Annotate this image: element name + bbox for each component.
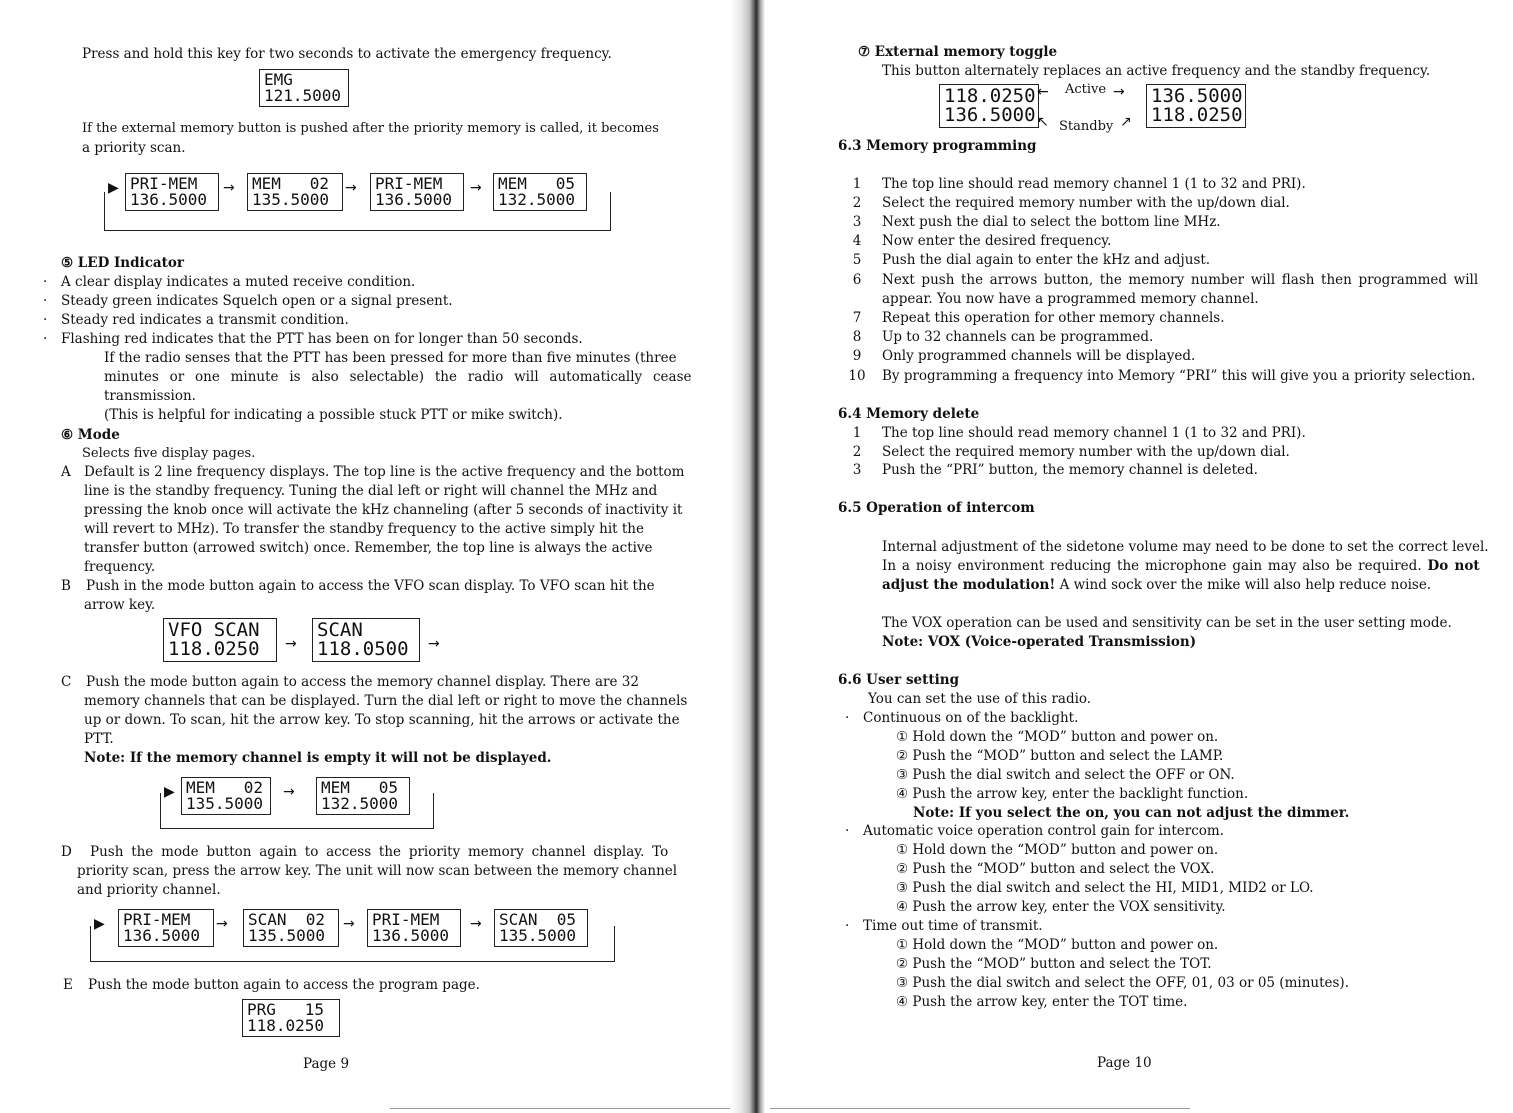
lcd-display: PRI-MEM 136.5000 (370, 173, 464, 211)
led-item: Steady green indicates Squelch open or a signal present. (61, 293, 453, 309)
list-item: 1 The top line should read memory channel 1 (1 to 32 and PRI). (852, 176, 1306, 192)
led-heading: ⑤ LED Indicator (61, 255, 185, 271)
emg-lcd: EMG 121.5000 (259, 69, 349, 107)
setting-step: ③ Push the dial switch and select the OFF, 01, 03 or 05 (minutes). (896, 975, 1349, 991)
item-letter: B (61, 578, 71, 594)
list-item: 2 Select the required memory number with the up/down dial. (852, 195, 1290, 211)
setting-step: ② Push the “MOD” button and select the TOT. (896, 956, 1212, 972)
mode-a-line: transfer button (arrowed switch) once. Remember, the top line is always the active (84, 540, 653, 556)
arrow-icon: ▶ (164, 784, 175, 800)
page-number: Page 9 (303, 1056, 350, 1072)
lcd-display: PRI-MEM 136.5000 (118, 909, 214, 947)
arrow-right-icon: → (470, 916, 482, 932)
page-edge (390, 1108, 730, 1109)
mode-d-line: Push the mode button again to access the priority memory channel display. To (90, 844, 669, 860)
mode-subtitle: Selects five display pages. (82, 446, 256, 461)
page-number: Page 10 (1097, 1055, 1152, 1071)
toggle-lcd-left: 118.0250 136.5000 (939, 84, 1039, 128)
setting-step: ① Hold down the “MOD” button and power on. (896, 842, 1219, 858)
program-lcd: PRG 15 118.0250 (242, 999, 340, 1037)
list-item: 6 Next push the arrows button, the memory number will flash then programmed will (852, 272, 1479, 288)
led-note: minutes or one minute is also selectable) the radio will automatically cease (104, 369, 692, 385)
mode-a-line: pressing the knob once will activate the kHz channeling (after 5 seconds of inactivity it (84, 502, 683, 518)
list-item: 7 Repeat this operation for other memory channels. (852, 310, 1225, 326)
setting-step: ② Push the “MOD” button and select the VOX. (896, 861, 1215, 877)
led-item: Steady red indicates a transmit condition. (61, 312, 349, 328)
bullet: · (845, 710, 850, 726)
mode-c-line: Push the mode button again to access the memory channel display. There are 32 (86, 674, 639, 690)
arrow-right-icon: → (428, 636, 440, 652)
setting-step: ④ Push the arrow key, enter the TOT time. (896, 994, 1188, 1010)
item-letter: D (61, 844, 72, 860)
vox-note: Note: VOX (Voice-operated Transmission) (882, 634, 1197, 650)
list-item: 4 Now enter the desired frequency. (852, 233, 1112, 249)
led-note: (This is helpful for indicating a possible stuck PTT or mike switch). (104, 407, 563, 423)
led-note: transmission. (104, 388, 196, 404)
ext-memory-heading: ⑦ External memory toggle (858, 44, 1058, 60)
setting-step: ④ Push the arrow key, enter the VOX sensitivity. (896, 899, 1226, 915)
vfo-scan-lcd: VFO SCAN 118.0250 (163, 618, 277, 662)
setting-title: Continuous on of the backlight. (863, 710, 1079, 726)
arrow-right-icon: → (343, 916, 355, 932)
setting-step: ① Hold down the “MOD” button and power on. (896, 729, 1219, 745)
section-6-4-heading: 6.4 Memory delete (838, 406, 980, 422)
section-6-5-heading: 6.5 Operation of intercom (838, 500, 1035, 516)
vox-text: The VOX operation can be used and sensitivity can be set in the user setting mode. (882, 615, 1452, 631)
list-item: 9 Only programmed channels will be displayed. (852, 348, 1196, 364)
list-item: appear. You now have a programmed memory channel. (882, 291, 1259, 307)
intercom-text: In a noisy environment reducing the microphone gain may also be required. Do not (882, 558, 1480, 574)
lcd-display: MEM 05 132.5000 (316, 777, 410, 815)
mode-b-line: Push in the mode button again to access the VFO scan display. To VFO scan hit the (86, 578, 655, 594)
mode-d-line: and priority channel. (77, 882, 221, 898)
list-item: 5 Push the dial again to enter the kHz and adjust. (852, 252, 1211, 268)
bullet: · (43, 331, 48, 347)
toggle-lcd-right: 136.5000 118.0250 (1146, 84, 1246, 128)
priority-text-1: If the external memory button is pushed after the priority memory is called, it becomes (82, 121, 659, 136)
section-6-3-heading: 6.3 Memory programming (838, 138, 1037, 154)
setting-step: ③ Push the dial switch and select the OFF or ON. (896, 767, 1235, 783)
arrow-left-icon: ← (1037, 84, 1049, 100)
arrow-icon: ▶ (94, 916, 105, 932)
page-edge (770, 1108, 1190, 1109)
arrow-up-left-icon: ↖ (1037, 114, 1049, 130)
item-letter: A (61, 464, 71, 480)
active-label: Active (1065, 82, 1107, 97)
bullet: · (43, 293, 48, 309)
mode-heading: ⑥ Mode (61, 427, 120, 443)
arrow-right-icon: → (223, 180, 235, 196)
ext-memory-text: This button alternately replaces an active frequency and the standby frequency. (882, 63, 1431, 79)
lcd-display: PRI-MEM 136.5000 (125, 173, 219, 211)
lcd-display: SCAN 02 135.5000 (243, 909, 339, 947)
lcd-display: PRI-MEM 136.5000 (367, 909, 461, 947)
led-item: A clear display indicates a muted receive condition. (61, 274, 416, 290)
mode-a-line: frequency. (84, 559, 156, 575)
lcd-display: MEM 02 135.5000 (247, 173, 343, 211)
list-item: 3 Next push the dial to select the bottom line MHz. (852, 214, 1221, 230)
arrow-right-icon: → (283, 784, 295, 800)
scan-lcd: SCAN 118.0500 (312, 618, 420, 662)
bullet: · (43, 312, 48, 328)
setting-note: Note: If you select the on, you can not adjust the dimmer. (913, 805, 1350, 821)
user-setting-intro: You can set the use of this radio. (868, 691, 1092, 707)
lcd-display: MEM 05 132.5000 (493, 173, 587, 211)
mode-e-line: Push the mode button again to access the program page. (88, 977, 480, 993)
standby-label: Standby (1059, 119, 1114, 134)
bullet: · (845, 823, 850, 839)
intercom-text: Internal adjustment of the sidetone volume may need to be done to set the correct level. (882, 539, 1489, 555)
arrow-right-icon: → (285, 636, 297, 652)
list-item: 8 Up to 32 channels can be programmed. (852, 329, 1154, 345)
emergency-intro: Press and hold this key for two seconds to activate the emergency frequency. (82, 46, 612, 62)
mode-c-note: Note: If the memory channel is empty it will not be displayed. (84, 750, 552, 766)
led-item: Flashing red indicates that the PTT has been on for longer than 50 seconds. (61, 331, 583, 347)
mode-a-line: line is the standby frequency. Tuning the dial left or right will channel the MHz and (84, 483, 658, 499)
mode-c-line: memory channels that can be displayed. Turn the dial left or right to move the channels (84, 693, 688, 709)
intercom-text: adjust the modulation! A wind sock over the mike will also help reduce noise. (882, 577, 1432, 593)
section-6-6-heading: 6.6 User setting (838, 672, 960, 688)
led-note: If the radio senses that the PTT has been pressed for more than five minutes (three (104, 350, 677, 366)
book-spine (731, 0, 765, 1113)
list-item: 10 By programming a frequency into Memory “PRI” this will give you a priority selection. (848, 368, 1476, 384)
mode-b-line: arrow key. (84, 597, 156, 613)
arrow-right-icon: → (1113, 84, 1125, 100)
mode-a-line: Default is 2 line frequency displays. The top line is the active frequency and the bottom (84, 464, 685, 480)
setting-step: ② Push the “MOD” button and select the LAMP. (896, 748, 1224, 764)
setting-title: Time out time of transmit. (863, 918, 1043, 934)
priority-text-2: a priority scan. (82, 140, 186, 156)
mode-a-line: will revert to MHz). To transfer the standby frequency to the active simply hit the (84, 521, 644, 537)
mode-c-line: up or down. To scan, hit the arrow key. To stop scanning, hit the arrows or activate the (84, 712, 680, 728)
arrow-right-icon: → (345, 180, 357, 196)
setting-title: Automatic voice operation control gain for intercom. (863, 823, 1224, 839)
arrow-icon: ▶ (108, 180, 119, 196)
item-letter: C (61, 674, 72, 690)
setting-step: ④ Push the arrow key, enter the backlight function. (896, 786, 1249, 802)
list-item: 2 Select the required memory number with the up/down dial. (852, 444, 1290, 460)
list-item: 1 The top line should read memory channel 1 (1 to 32 and PRI). (852, 425, 1306, 441)
arrow-right-icon: → (470, 180, 482, 196)
setting-step: ① Hold down the “MOD” button and power on. (896, 937, 1219, 953)
mode-d-line: priority scan, press the arrow key. The unit will now scan between the memory channel (77, 863, 678, 879)
setting-step: ③ Push the dial switch and select the HI, MID1, MID2 or LO. (896, 880, 1314, 896)
lcd-display: MEM 02 135.5000 (181, 777, 271, 815)
list-item: 3 Push the “PRI” button, the memory channel is deleted. (852, 462, 1258, 478)
bullet: · (845, 918, 850, 934)
arrow-right-icon: → (216, 916, 228, 932)
item-letter: E (63, 977, 73, 993)
bullet: · (43, 274, 48, 290)
lcd-display: SCAN 05 135.5000 (494, 909, 588, 947)
mode-c-line: PTT. (84, 731, 114, 747)
arrow-up-right-icon: ↗ (1120, 114, 1132, 130)
